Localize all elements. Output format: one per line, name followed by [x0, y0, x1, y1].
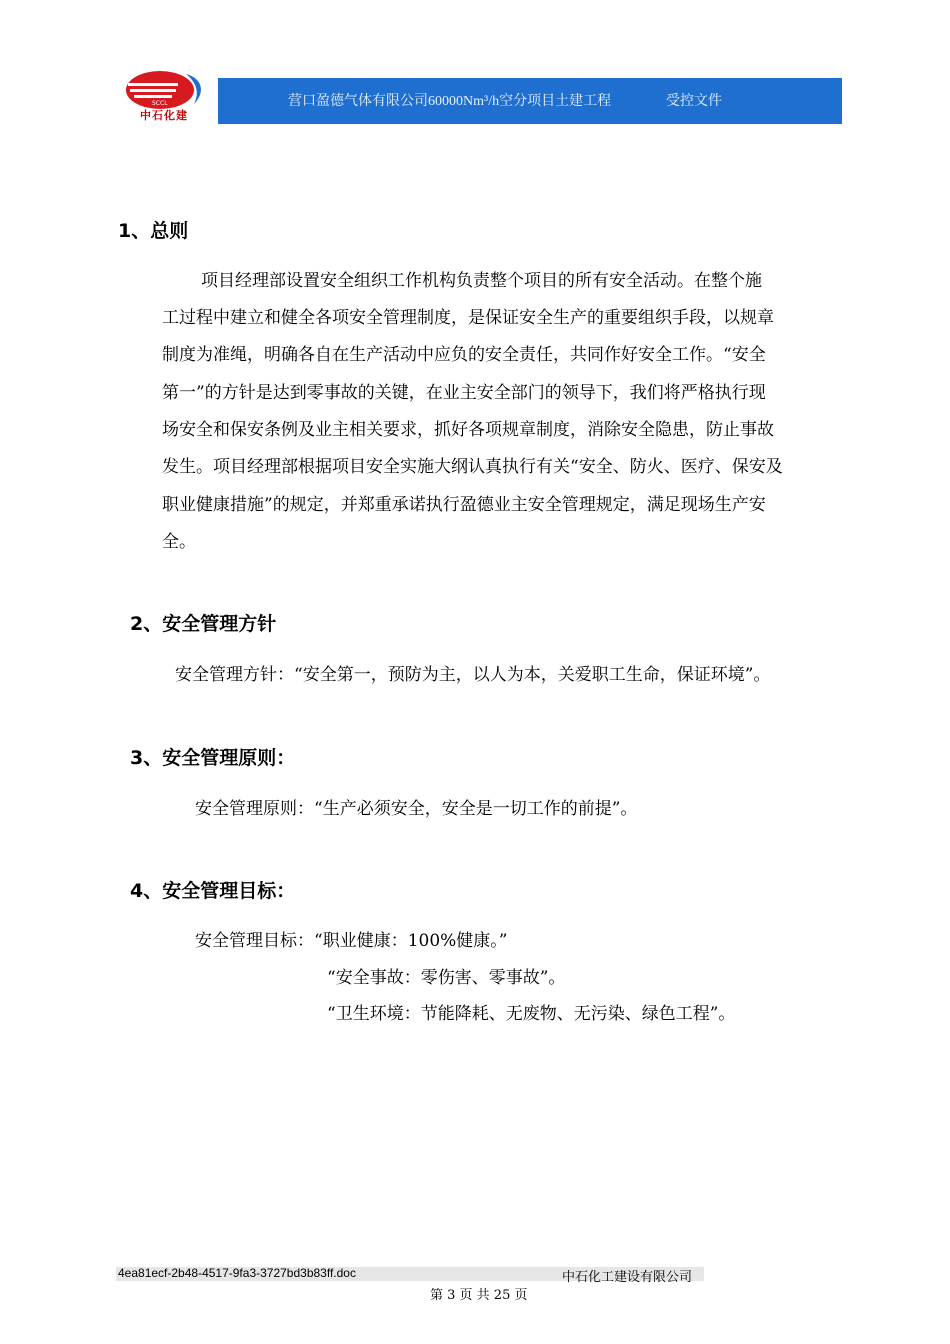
- section-heading-general: 1、总则: [118, 220, 189, 242]
- goal-item: 安全管理目标：“职业健康：100%健康。”: [195, 931, 508, 951]
- controlled-document-label: 受控文件: [666, 94, 722, 109]
- policy-text: 安全管理方针：“安全第一，预防为主，以人为本，关爱职工生命，保证环境”。: [175, 665, 771, 685]
- paragraph-line: 项目经理部设置安全组织工作机构负责整个项目的所有安全活动。在整个施: [201, 271, 762, 291]
- paragraph-line: 制度为准绳，明确各自在生产活动中应负的安全责任，共同作好安全工作。“安全: [162, 345, 766, 365]
- paragraph-line: 全。: [162, 532, 196, 552]
- paragraph-line: 工过程中建立和健全各项安全管理制度，是保证安全生产的重要组织手段，以规章: [162, 308, 774, 328]
- page-number: 第 3 页 共 25 页: [430, 1288, 528, 1303]
- paragraph-line: 职业健康措施”的规定，并郑重承诺执行盈德业主安全管理规定，满足现场生产安: [162, 495, 766, 515]
- section-heading-goals: 4、安全管理目标：: [130, 880, 296, 902]
- paragraph-line: 发生。项目经理部根据项目安全实施大纲认真执行有关“安全、防火、医疗、保安及: [162, 457, 783, 477]
- goal-item: “安全事故：零伤害、零事故”。: [327, 968, 566, 988]
- logo-text: 中石化建: [140, 109, 188, 122]
- project-title: 营口盈德气体有限公司60000Nm³/h空分项目土建工程: [288, 94, 612, 109]
- section-heading-principle: 3、安全管理原则：: [130, 747, 296, 769]
- paragraph-line: 场安全和保安条例及业主相关要求，抓好各项规章制度，消除安全隐患，防止事故: [162, 420, 774, 440]
- svg-text:SCCL: SCCL: [152, 100, 168, 107]
- paragraph-line: 第一”的方针是达到零事故的关键，在业主安全部门的领导下，我们将严格执行现: [162, 383, 766, 403]
- section-heading-policy: 2、安全管理方针: [130, 613, 277, 635]
- footer-company: 中石化工建设有限公司: [562, 1270, 693, 1285]
- goal-item: “卫生环境：节能降耗、无废物、无污染、绿色工程”。: [327, 1004, 736, 1024]
- principle-text: 安全管理原则：“生产必须安全，安全是一切工作的前提”。: [195, 799, 638, 819]
- footer-filename: 4ea81ecf-2b48-4517-9fa3-3727bd3b83ff.doc: [118, 1266, 356, 1280]
- document-header-bar: [218, 78, 842, 124]
